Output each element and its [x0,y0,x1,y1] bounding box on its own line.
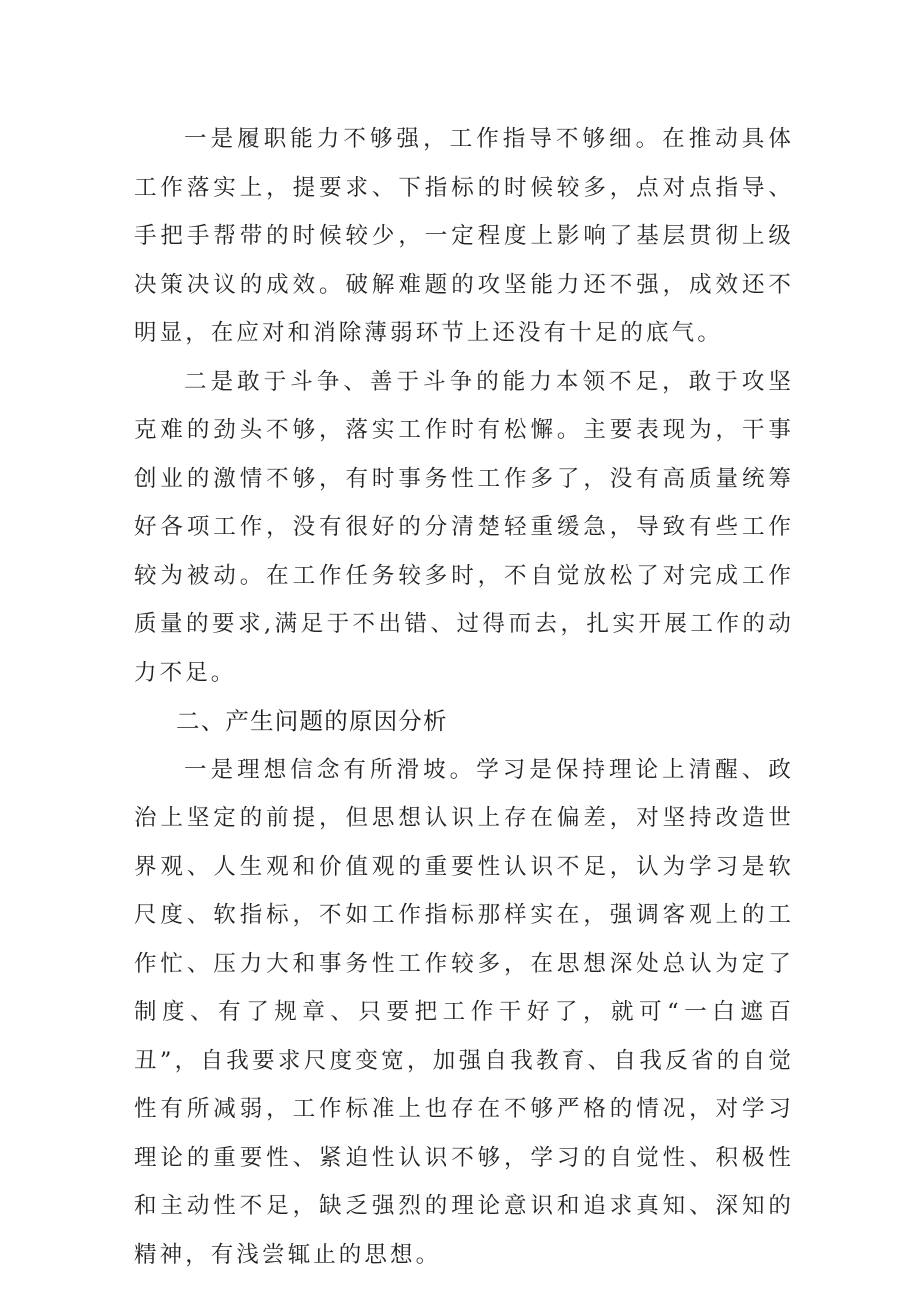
paragraph-performance-ability: 一是履职能力不够强，工作指导不够细。在推动具体工作落实上，提要求、下指标的时候较多，点对点指导、手把手帮带的时候较少，一定程度上影响了基层贯彻上级决策决议的成效。破解难题的攻坚能力还不强，成效还不明显，在应对和消除薄弱环节上还没有十足的底气。 [134,126,794,346]
section-heading-cause-analysis: 二、产生问题的原因分析 [176,707,448,735]
paragraph-ideals-beliefs: 一是理想信念有所滑坡。学习是保持理论上清醒、政治上坚定的前提，但思想认识上存在偏差，对坚持改造世界观、人生观和价值观的重要性认识不足，认为学习是软尺度、软指标，不如工作指标那样实在，强调客观上的工作忙、压力大和事务性工作较多，在思想深处总认为定了制度、有了规章、只要把工作干好了，就可“一白遮百丑”，自我要求尺度变宽，加强自我教育、自我反省的自觉性有所减弱，工作标准上也存在不够严格的情况，对学习理论的重要性、紧迫性认识不够，学习的自觉性、积极性和主动性不足，缺乏强烈的理论意识和追求真知、深知的精神，有浅尝辄止的思想。 [134,756,794,1268]
document-body [134,115,794,1279]
paragraph-struggle-ability: 二是敢于斗争、善于斗争的能力本领不足，敢于攻坚克难的劲头不够，落实工作时有松懈。主要表现为，干事创业的激情不够，有时事务性工作多了，没有高质量统筹好各项工作，没有很好的分清楚轻重缓急，导致有些工作较为被动。在工作任务较多时，不自觉放松了对完成工作质量的要求,满足于不出错、过得而去，扎实开展工作的动力不足。 [134,368,794,686]
